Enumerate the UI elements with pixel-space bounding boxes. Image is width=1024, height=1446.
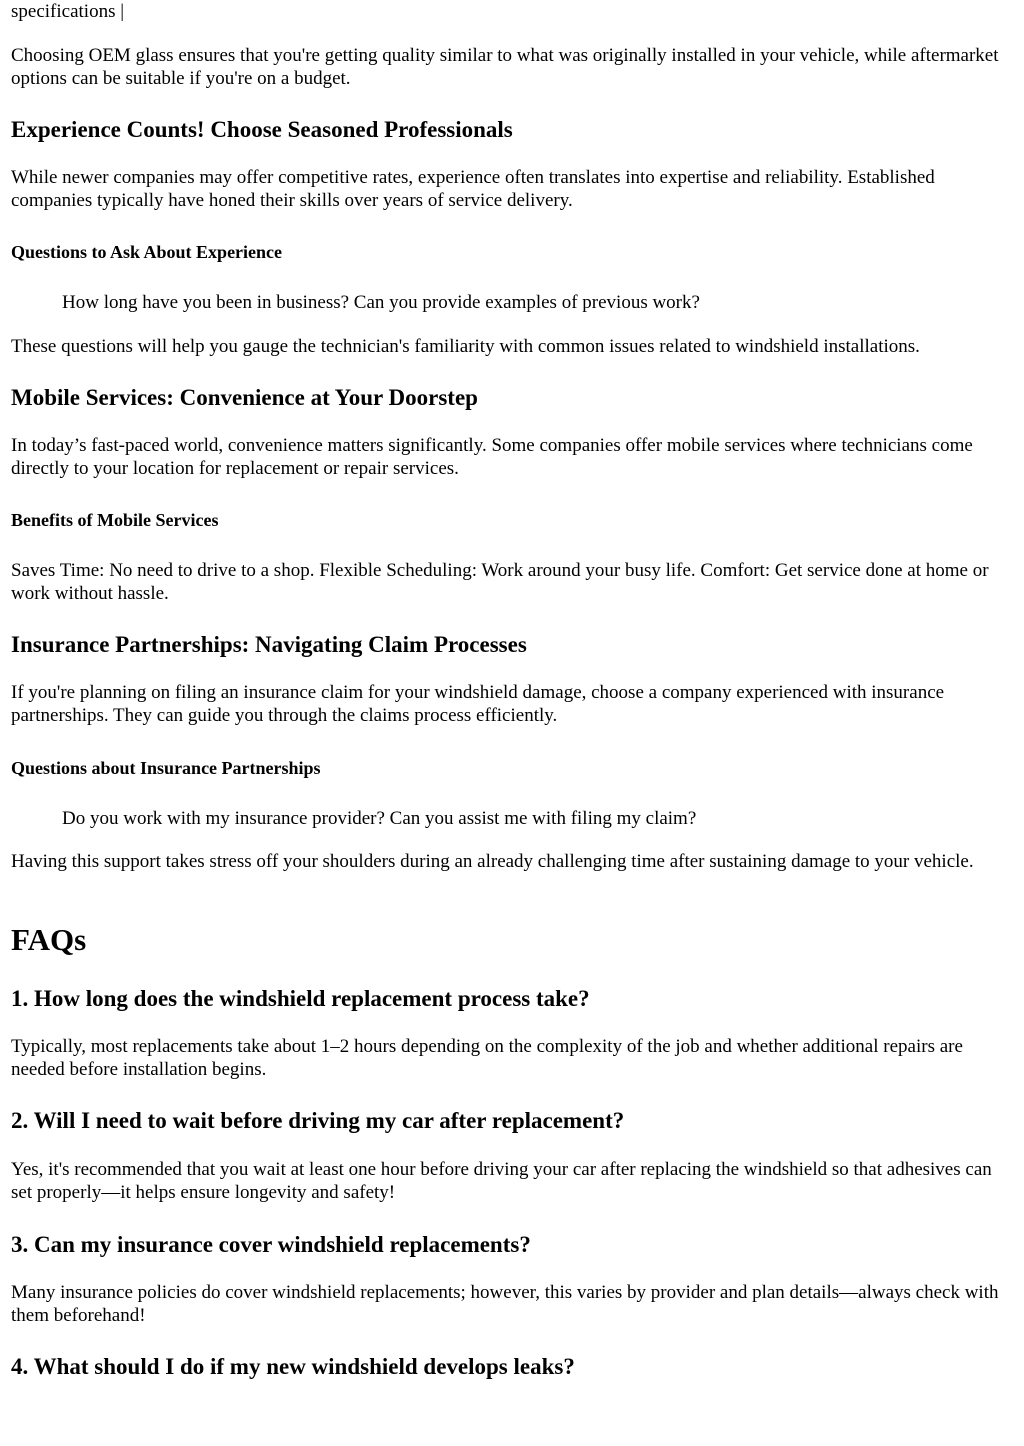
faq-question-4: 4. What should I do if my new windshield develops leaks? [11,1354,575,1379]
faq-answer-1: Typically, most replacements take about 1–2 hours depending on the complexity of the job and whether additional repairs are needed before installation begins. [11,1036,963,1080]
faq-answer-2: Yes, it's recommended that you wait at least one hour before driving your car after replacing the windshield so that adhesives can set properly—it helps ensure longevity and safety! [11,1159,992,1203]
list-item-insurance-questions: Do you work with my insurance provider? Can you assist me with filing my claim? [62,808,697,829]
paragraph-insurance: If you're planning on filing an insurance claim for your windshield damage, choose a company experienced with insurance partnerships. They can guide you through the claims process efficiently. [11,682,945,726]
paragraph-mobile: In today’s fast-paced world, convenience matters significantly. Some companies offer mobile services where technicians come directly to your location for replacement or repair services. [11,435,973,479]
heading-mobile-services: Mobile Services: Convenience at Your Doorstep [11,385,478,410]
heading-benefits-mobile: Benefits of Mobile Services [11,510,219,530]
paragraph-experience: While newer companies may offer competitive rates, experience often translates into expertise and reliability. Established companies typically have honed their skills over years of service delivery. [11,167,935,211]
paragraph-oem-glass: Choosing OEM glass ensures that you're getting quality similar to what was originally installed in your vehicle, while aftermarket options can be suitable if you're on a budget. [11,45,999,89]
list-item-experience-questions: How long have you been in business? Can you provide examples of previous work? [62,292,700,313]
faq-question-3: 3. Can my insurance cover windshield replacements? [11,1232,531,1257]
faq-question-2: 2. Will I need to wait before driving my car after replacement? [11,1108,625,1133]
paragraph-benefits: Saves Time: No need to drive to a shop. Flexible Scheduling: Work around your busy life. Comfort: Get service done at home or work without hassle. [11,560,989,604]
table-fragment-text: specifications | [11,1,125,22]
faq-answer-3: Many insurance policies do cover windshield replacements; however, this varies by provider and plan details—always check with them beforehand! [11,1282,999,1326]
heading-faqs: FAQs [11,922,87,957]
paragraph-gauge: These questions will help you gauge the technician's familiarity with common issues related to windshield installations. [11,336,920,357]
heading-experience-counts: Experience Counts! Choose Seasoned Professionals [11,117,513,142]
heading-insurance-partnerships: Insurance Partnerships: Navigating Claim Processes [11,632,527,657]
paragraph-support: Having this support takes stress off your shoulders during an already challenging time after sustaining damage to your vehicle. [11,851,974,872]
heading-questions-experience: Questions to Ask About Experience [11,242,283,262]
faq-question-1: 1. How long does the windshield replacement process take? [11,986,590,1011]
heading-questions-insurance: Questions about Insurance Partnerships [11,758,321,778]
